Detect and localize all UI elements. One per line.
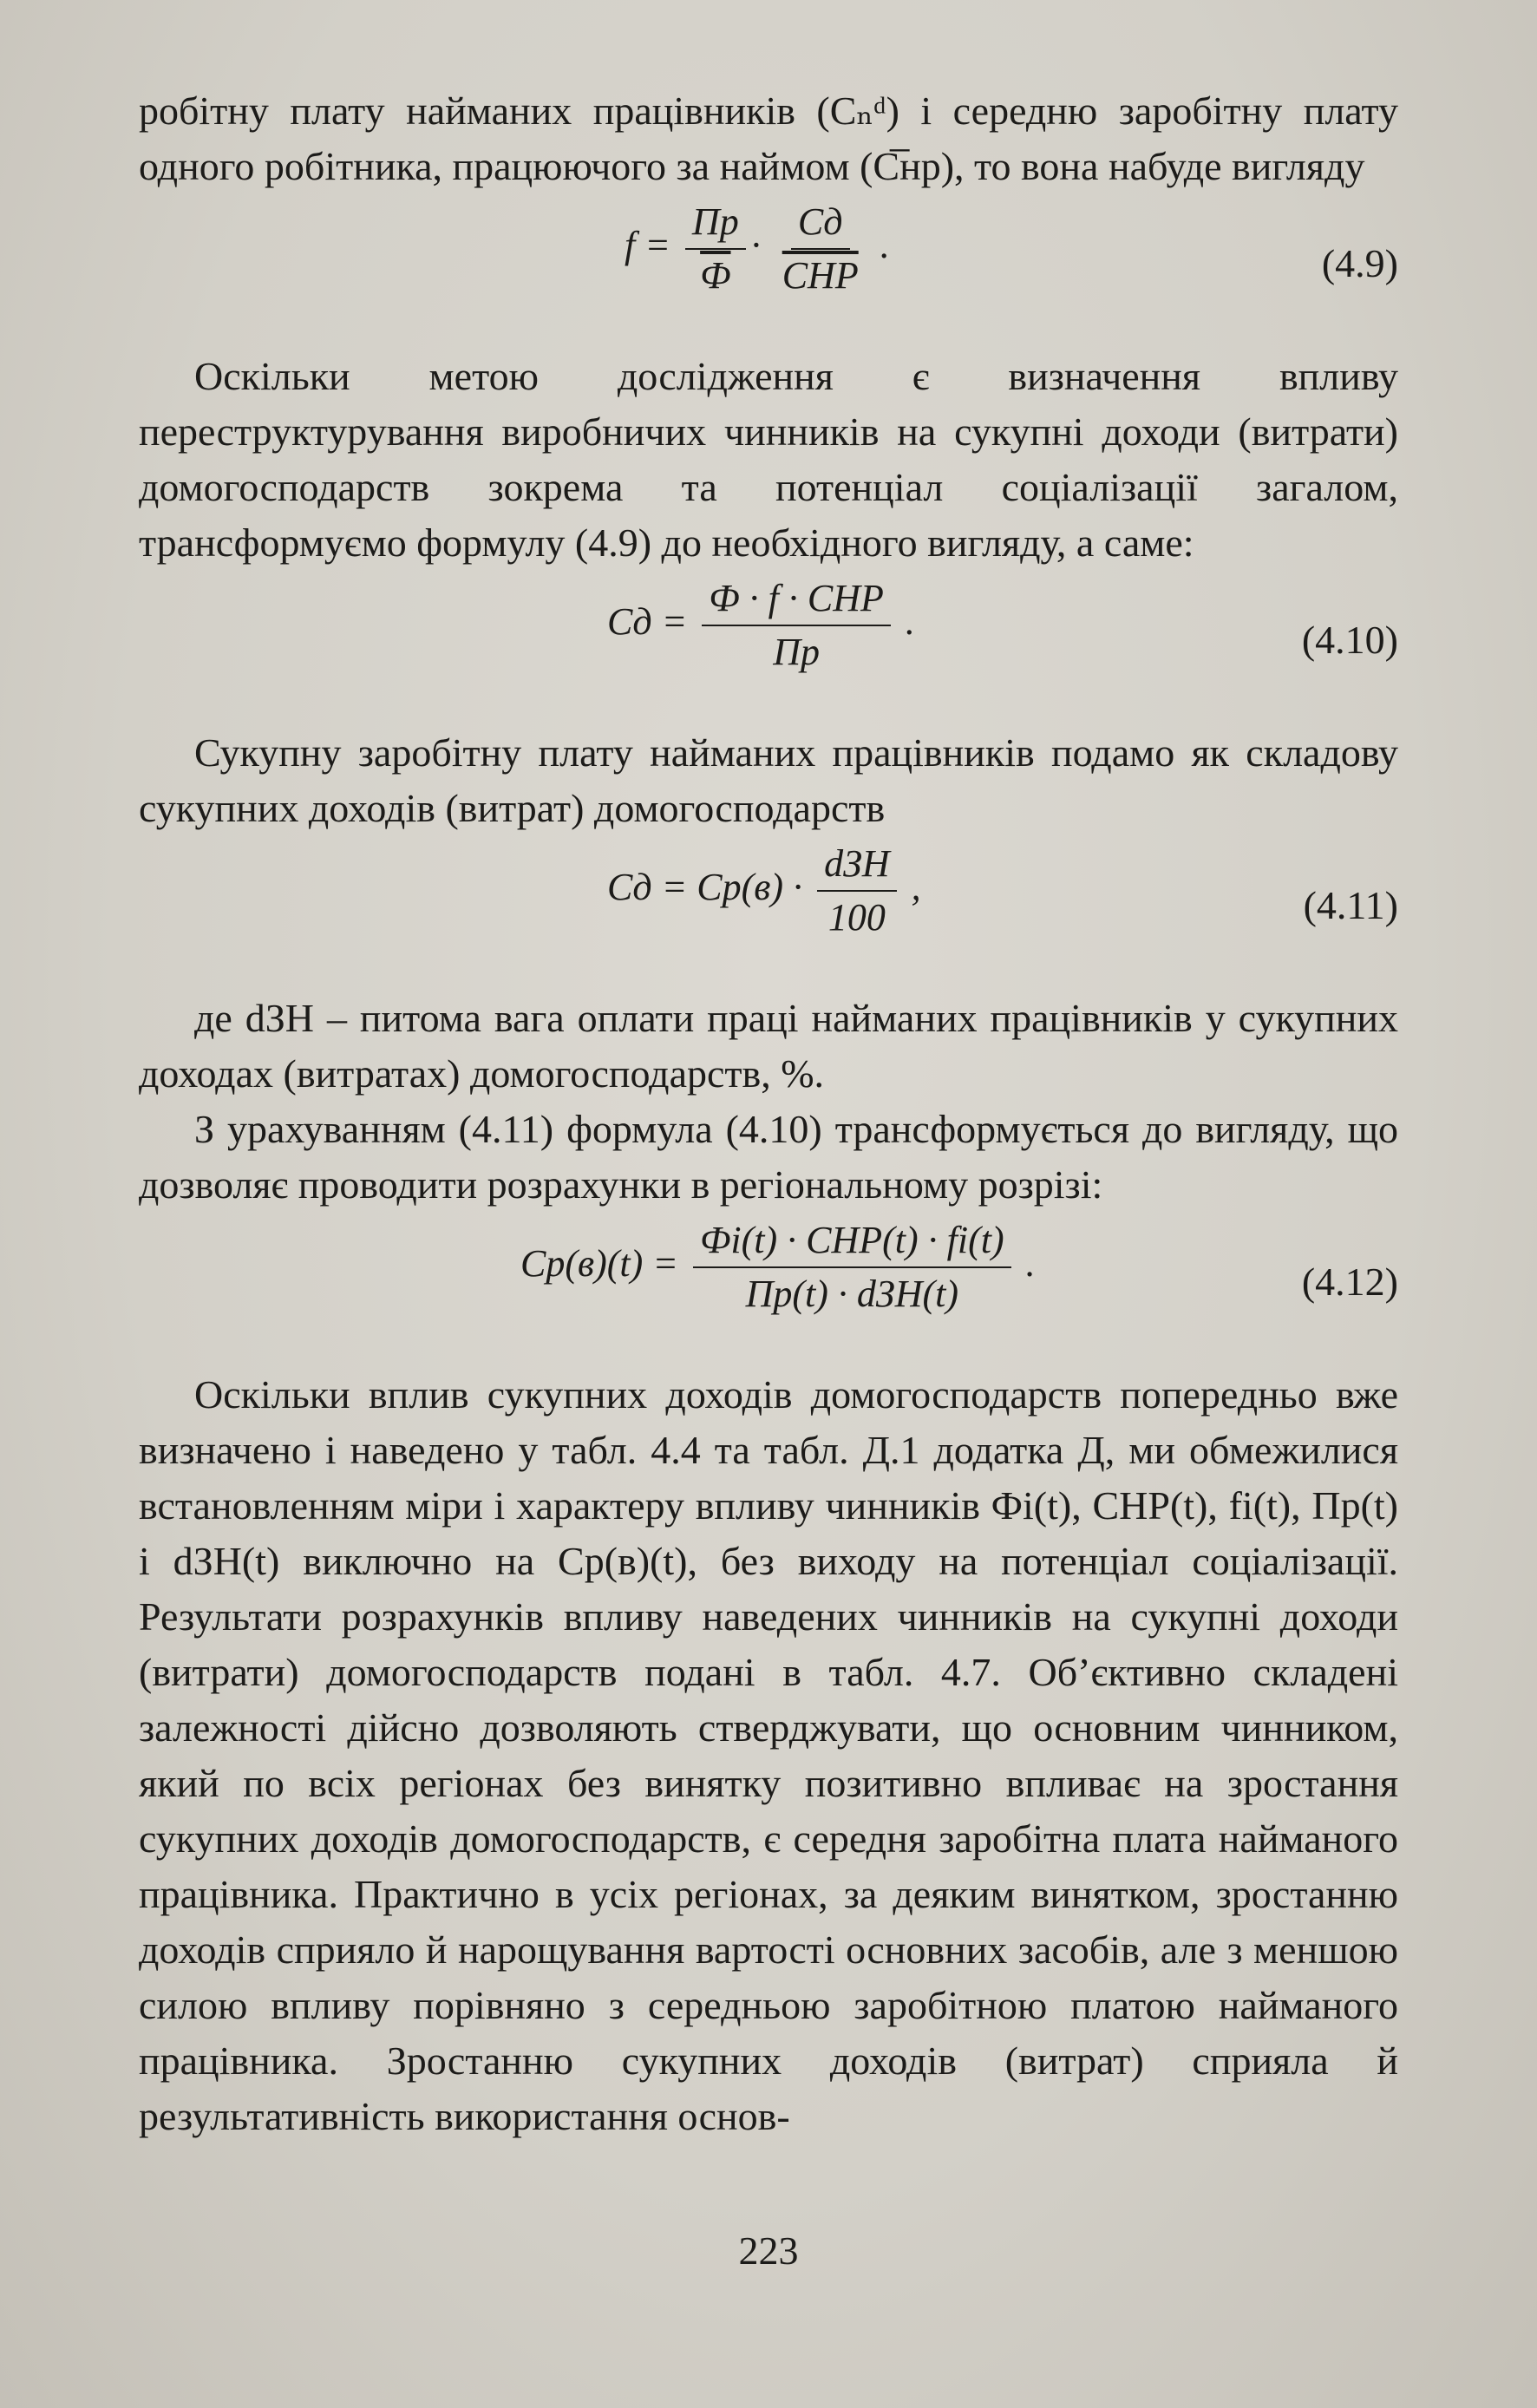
eq3-label: (4.11) — [1303, 883, 1398, 927]
eq2-label: (4.10) — [1301, 618, 1398, 662]
equation-4-10 — [139, 576, 1398, 706]
paragraph-6: Оскільки вплив сукупних доходів домогосподарств попередньо вже визначено і наведено у табл. 4.4 та табл. Д.1 додатка Д, ми обмежилися встановленням міри і характеру впливу чинників Фi(t), CНР(t), fi(t), Пр(t) і dЗН(t) виключно на Cр(в)(t), без виходу на потенціал соціалізації. Результати розрахунків впливу наведених чинників на сукупні доходи (витрати) домогосподарств подані в табл. 4.7. Об’єктивно складені залежності дійсно дозволяють стверджувати, що основним чинником, який по всіх регіонах без винятку позитивно впливає на зростання сукупних доходів домогосподарств, є середня заробітна плата найманого працівника. Практично в усіх регіонах, за деяким винятком, зростанню доходів сприяло й нарощування вартості основних засобів, але з меншою силою впливу порівняно з середньою заробітною платою найманого працівника. Зростанню сукупних доходів (витрат) сприяла й результативність використання основ- — [139, 1372, 1398, 2138]
page-number: 223 — [738, 2228, 799, 2273]
equation-4-11 — [139, 841, 1398, 972]
paragraph-5: З урахуванням (4.11) формула (4.10) трансформується до вигляду, що дозволяє проводити розрахунки в регіональному розрізі: — [139, 1107, 1398, 1207]
eq1-num1: Пр — [685, 200, 746, 250]
eq2-lhs: Cд = — [607, 600, 688, 644]
paragraph-3: Сукупну заробітну плату найманих працівників подамо як складову сукупних доходів (витрат) домогосподарств — [139, 730, 1398, 830]
eq1-lhs: f = — [625, 224, 670, 267]
eq2-tail: . — [905, 600, 915, 644]
paragraph-1: робітну плату найманих працівників (Сₙᵈ) і середню заробітну плату одного робітника, працюючого за наймом (С̅нр), то вона набуде вигляду — [139, 88, 1398, 188]
equation-4-12 — [139, 1218, 1398, 1348]
eq2-den: Пр — [773, 631, 820, 673]
eq4-tail: . — [1025, 1242, 1036, 1286]
paragraph-4: де dЗН – питома вага оплати праці найманих працівників у сукупних доходах (витратах) домогосподарств, %. — [139, 996, 1398, 1096]
eq1-den1: Ф — [700, 254, 731, 297]
eq4-label: (4.12) — [1301, 1260, 1398, 1304]
eq4-den: Пр(t) · dЗН(t) — [745, 1273, 959, 1315]
eq3-den: 100 — [827, 896, 886, 939]
eq3-num: dЗН — [817, 841, 897, 892]
paragraph-2: Оскільки метою дослідження є визначення впливу переструктурування виробничих чинників на сукупні доходи (витрати) домогосподарств зокрема та потенціал соціалізації загалом, трансформуємо формулу (4.9) до необхідного вигляду, а саме: — [139, 354, 1398, 565]
eq2-num: Ф · f · CНР — [702, 576, 891, 626]
eq1-label: (4.9) — [1321, 241, 1398, 285]
eq1-den2: CНР — [782, 254, 859, 297]
eq3-tail: , — [911, 866, 921, 909]
equation-4-9: f = $\frac{Пр}{Ф}$ · $\frac{Cд}{\text{CНР}}$ . (4.9) — [625, 200, 1398, 297]
eq1-tail: . — [880, 224, 890, 267]
eq1-num2: Cд — [791, 200, 850, 250]
eq4-lhs: Cр(в)(t) = — [520, 1242, 678, 1286]
text-column — [139, 83, 1398, 2144]
eq3-lhs: Cд = Cр(в) · — [607, 866, 803, 909]
eq4-num: Фi(t) · CНР(t) · fi(t) — [693, 1218, 1011, 1268]
